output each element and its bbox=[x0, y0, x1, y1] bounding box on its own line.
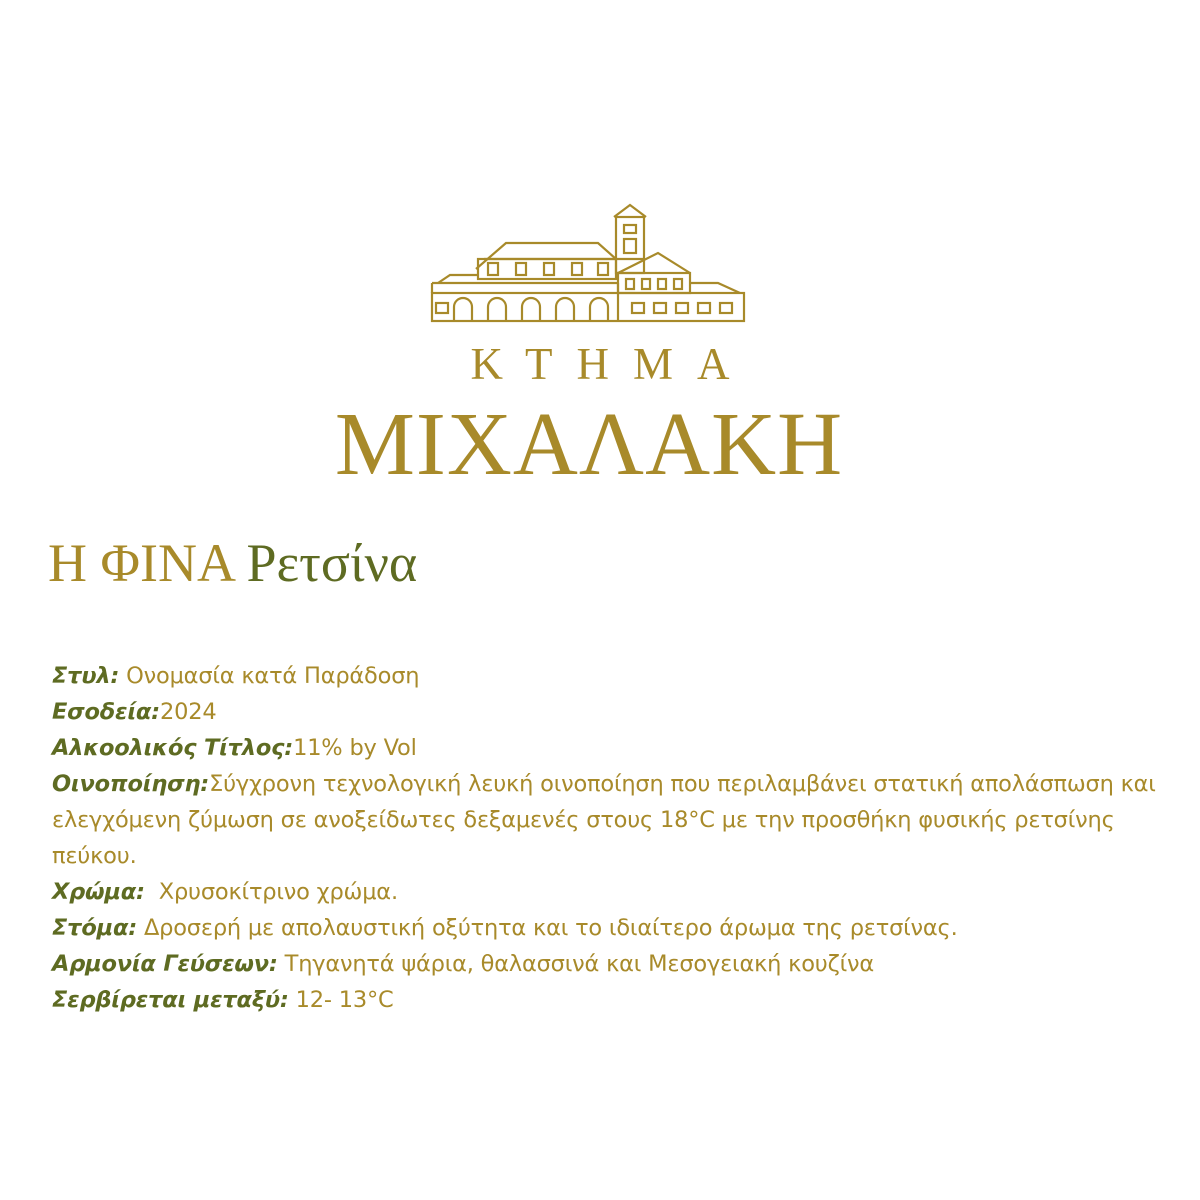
spec-value: Τηγανητά ψάρια, θαλασσινά και Μεσογειακή κουζίνα bbox=[277, 951, 875, 977]
spec-pairing bbox=[52, 946, 1172, 982]
spec-value: 11% by Vol bbox=[293, 735, 417, 761]
spec-vinification bbox=[52, 766, 1172, 874]
spec-value: 12- 13°C bbox=[288, 987, 394, 1013]
spec-list bbox=[52, 658, 1172, 1018]
winery-building-icon bbox=[428, 203, 748, 325]
spec-label: Αρμονία Γεύσεων: bbox=[52, 951, 278, 977]
spec-alcohol bbox=[52, 730, 1172, 766]
spec-label: Στόμα: bbox=[52, 915, 137, 941]
spec-label: Στυλ: bbox=[52, 663, 120, 689]
spec-style bbox=[52, 658, 1172, 694]
product-title bbox=[48, 533, 418, 593]
spec-label: Οινοποίηση: bbox=[52, 771, 210, 797]
brand-name-line1: ΚΤΗΜΑ bbox=[470, 339, 754, 389]
spec-vintage bbox=[52, 694, 1172, 730]
spec-label: Εσοδεία: bbox=[52, 699, 160, 725]
spec-label: Σερβίρεται μεταξύ: bbox=[52, 987, 289, 1013]
spec-label: Αλκοολικός Τίτλος: bbox=[52, 735, 294, 761]
spec-palate bbox=[52, 910, 1172, 946]
spec-color bbox=[52, 874, 1172, 910]
spec-value: Χρυσοκίτρινο χρώμα. bbox=[144, 879, 398, 905]
spec-value: Σύγχρονη τεχνολογική λευκή οινοποίηση που περιλαμβάνει στατική απολάσπωση και ελεγχόμενη ζύμωση σε ανοξείδωτες δεξαμενές στους 18°C με την προσθήκη φυσικής ρετσίνης πεύκου. bbox=[52, 771, 1156, 869]
spec-value: 2024 bbox=[159, 699, 217, 725]
spec-value: Δροσερή με απολαυστική οξύτητα και το ιδιαίτερο άρωμα της ρετσίνας. bbox=[137, 915, 958, 941]
product-name-part1: Η ΦΙΝΑ bbox=[48, 533, 233, 593]
spec-label: Χρώμα: bbox=[52, 879, 145, 905]
spec-value: Ονομασία κατά Παράδοση bbox=[119, 663, 420, 689]
product-name-part2: Ρετσίνα bbox=[246, 533, 418, 593]
brand-name-line2: ΜΙΧΑΛΑΚΗ bbox=[334, 395, 844, 494]
spec-serving-temp bbox=[52, 982, 1172, 1018]
